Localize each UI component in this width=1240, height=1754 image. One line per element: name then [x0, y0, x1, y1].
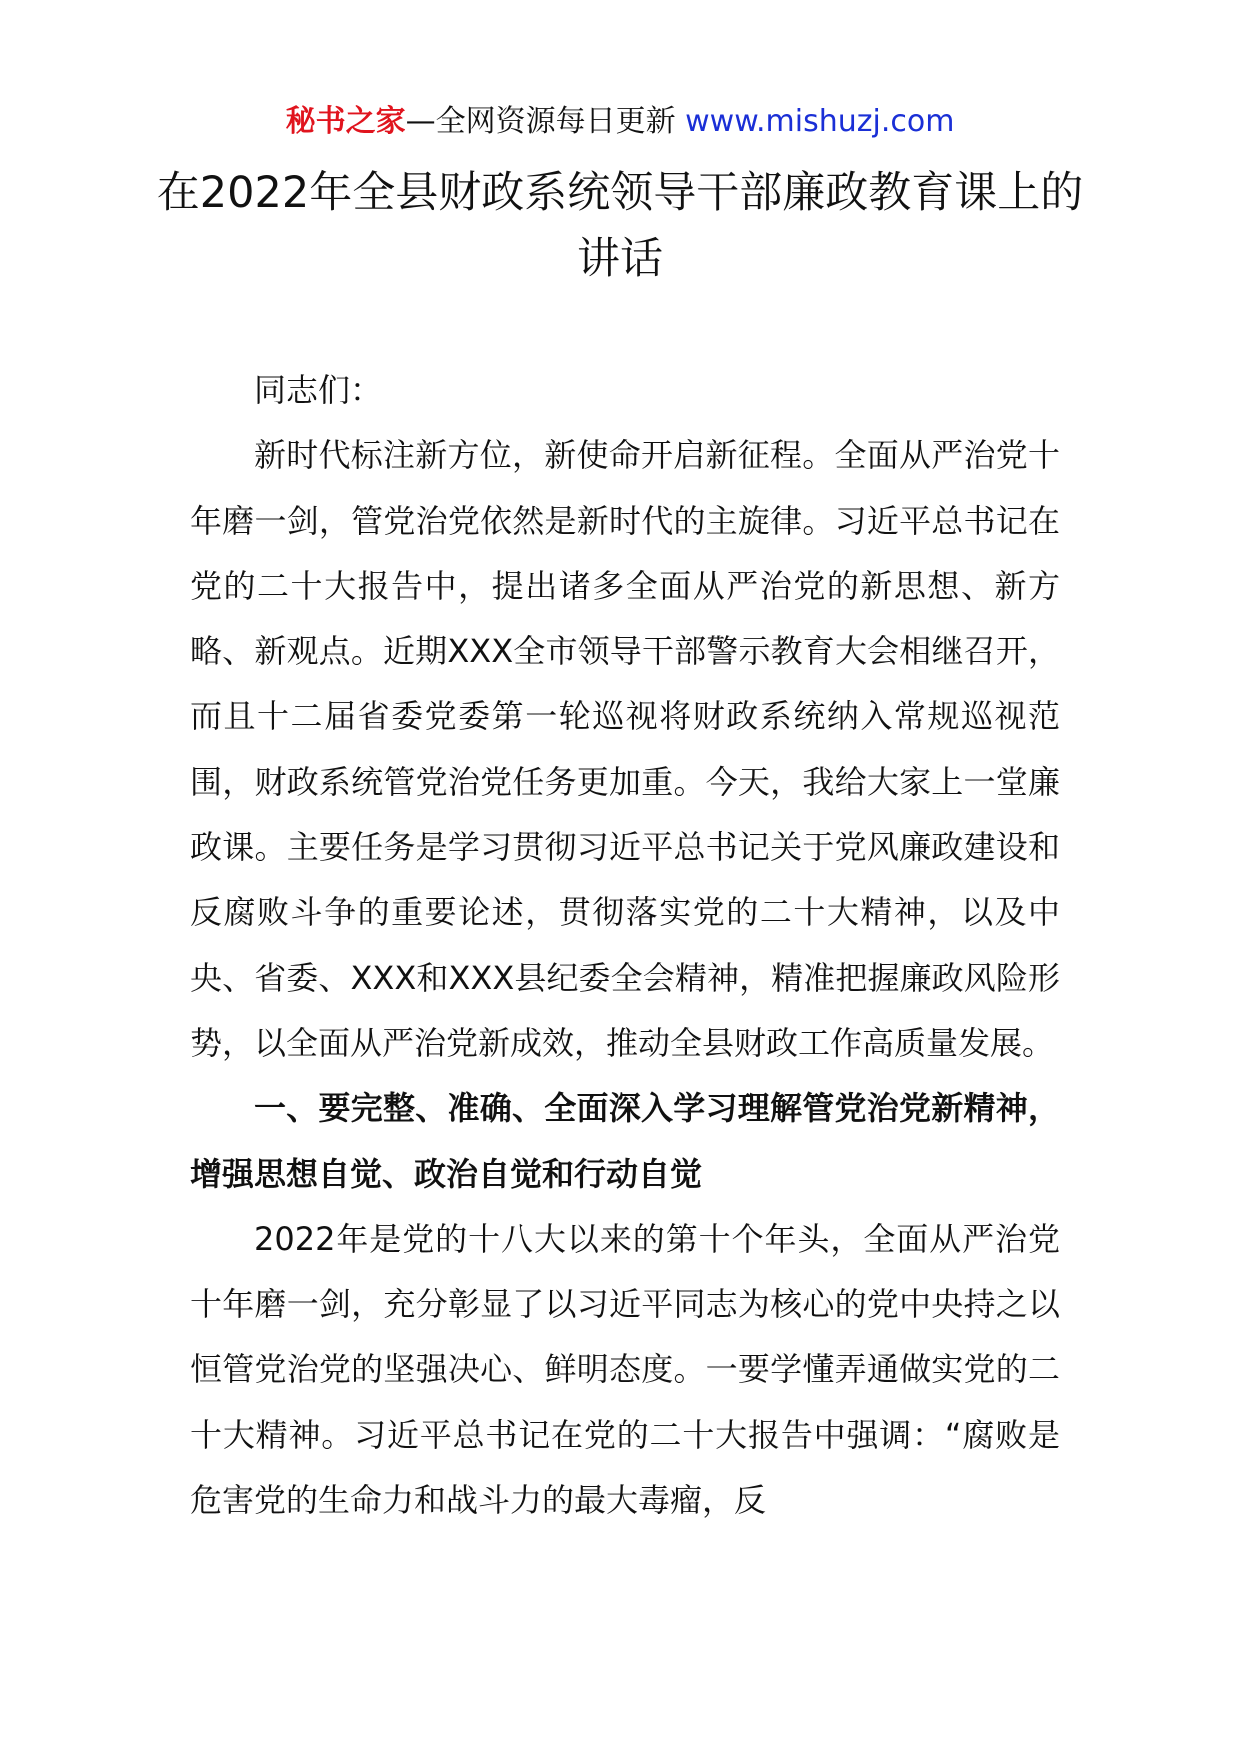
body-paragraph: 新时代标注新方位，新使命开启新征程。全面从严治党十年磨一剑，管党治党依然是新时代的主旋律。习近平总书记在党的二十大报告中，提出诸多全面从严治党的新思想、新方略、新观点。近期XXX全市领导干部警示教育大会相继召开，而且十二届省委党委第一轮巡视将财政系统纳入常规巡视范围，财政系统管党治党任务更加重。今天，我给大家上一堂廉政课。主要任务是学习贯彻习近平总书记关于党风廉政建设和反腐败斗争的重要论述，贯彻落实党的二十大精神，以及中央、省委、XXX和XXX县纪委全会精神，精准把握廉政风险形势，以全面从严治党新成效，推动全县财政工作高质量发展。 — [190, 436, 1060, 1062]
header-tagline: —全网资源每日更新 — [405, 104, 686, 139]
salutation: 同志们： — [254, 371, 383, 409]
document-title: 在2022年全县财政系统领导干部廉政教育课上的讲话 — [156, 168, 1084, 284]
brand-name: 秘书之家 — [285, 104, 406, 139]
document-body — [190, 358, 1060, 1533]
body-paragraph: 2022年是党的十八大以来的第十个年头，全面从严治党十年磨一剑，充分彰显了以习近平同志为核心的党中央持之以恒管党治党的坚强决心、鲜明态度。一要学懂弄通做实党的二十大精神。习近平总书记在党的二十大报告中强调：“腐败是危害党的生命力和战斗力的最大毒瘤，反 — [190, 1219, 1060, 1520]
site-url-link[interactable]: www.mishuzj.com — [685, 104, 955, 139]
source-header — [0, 102, 1240, 142]
section-heading: 一、要完整、准确、全面深入学习理解管党治党新精神，增强思想自觉、政治自觉和行动自觉 — [190, 1089, 1060, 1193]
